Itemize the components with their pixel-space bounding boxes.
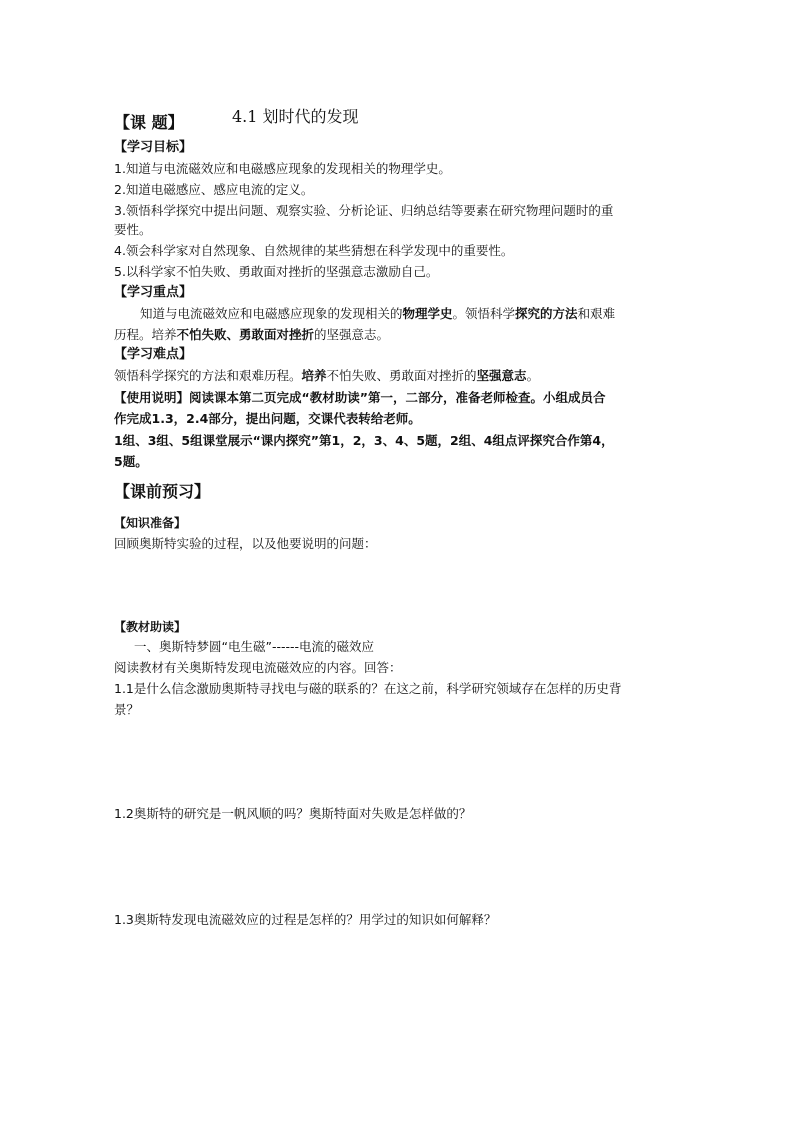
lesson-label: 【课 题】 — [114, 113, 184, 132]
key-points-line — [114, 325, 694, 345]
text-span: 。 — [526, 368, 540, 383]
preview-heading: 【课前预习】 — [114, 482, 211, 501]
bold-span: 坚强意志 — [476, 368, 527, 383]
key-points-line — [140, 304, 720, 324]
text-span: 的坚强意志。 — [314, 327, 390, 342]
objective-item: 2.知道电磁感应、感应电流的定义。 — [114, 182, 314, 197]
difficulties-line — [114, 366, 694, 386]
knowledge-text: 回顾奥斯特实验的过程，以及他要说明的问题： — [114, 536, 377, 551]
text-span: 领悟科学探究的方法和艰难历程。 — [114, 368, 302, 383]
usage-line: 5题。 — [114, 454, 148, 469]
bold-span: 探究的方法 — [515, 306, 578, 321]
key-points-heading: 【学习重点】 — [114, 285, 193, 300]
objectives-heading: 【学习目标】 — [114, 140, 193, 155]
bold-span: 培养 — [301, 368, 327, 383]
text-span: 历程。培养 — [114, 327, 177, 342]
usage-heading: 【使用说明】 — [114, 390, 190, 405]
text-span: 不怕失败、勇敢面对挫折的 — [326, 368, 477, 383]
objective-item: 5.以科学家不怕失败、勇敢面对挫折的坚强意志激励自己。 — [114, 264, 439, 279]
usage-line: 作完成1.3，2.4部分，提出问题，交课代表转给老师。 — [114, 411, 421, 426]
question-1-3: 1.3奥斯特发现电流磁效应的过程是怎样的？用学过的知识如何解释？ — [114, 912, 497, 927]
usage-line: 1组、3组、5组课堂展示“课内探究”第1，2，3、4、5题，2组、4组点评探究合作第4， — [114, 433, 614, 448]
text-span: 知道与电流磁效应和电磁感应现象的发现相关的 — [140, 306, 403, 321]
objective-item: 4.领会科学家对自然现象、自然规律的某些猜想在科学发现中的重要性。 — [114, 243, 514, 258]
text-span: 和艰难 — [577, 306, 616, 321]
question-1-2: 1.2奥斯特的研究是一帆风顺的吗？奥斯特面对失败是怎样做的？ — [114, 806, 472, 821]
bold-span: 不怕失败、勇敢面对挫折 — [176, 327, 315, 342]
text-span: 。领悟科学 — [452, 306, 516, 321]
guide-section-title: 一、奥斯特梦圆“电生磁”------电流的磁效应 — [134, 639, 375, 654]
question-1-1: 1.1是什么信念激励奥斯特寻找电与磁的联系的？在这之前，科学研究领域存在怎样的历史背 — [114, 681, 622, 696]
objective-item: 3.领悟科学探究中提出问题、观察实验、分析论证、归纳总结等要素在研究物理问题时的重 — [114, 203, 614, 218]
question-1-1-cont: 景？ — [114, 702, 140, 717]
difficulties-heading: 【学习难点】 — [114, 347, 193, 362]
bold-span: 物理学史 — [402, 306, 453, 321]
usage-text: 阅读课本第二页完成“教材助读”第一，二部分，准备老师检查。小组成员合 — [189, 390, 606, 405]
knowledge-heading: 【知识准备】 — [114, 516, 187, 530]
objective-item: 1.知道与电流磁效应和电磁感应现象的发现相关的物理学史。 — [114, 161, 451, 176]
guide-intro: 阅读教材有关奥斯特发现电流磁效应的内容。回答： — [114, 660, 402, 675]
guide-heading: 【教材助读】 — [114, 620, 187, 634]
usage-line — [114, 388, 694, 408]
objective-item: 要性。 — [114, 222, 152, 237]
lesson-title: 4.1 划时代的发现 — [232, 107, 359, 126]
